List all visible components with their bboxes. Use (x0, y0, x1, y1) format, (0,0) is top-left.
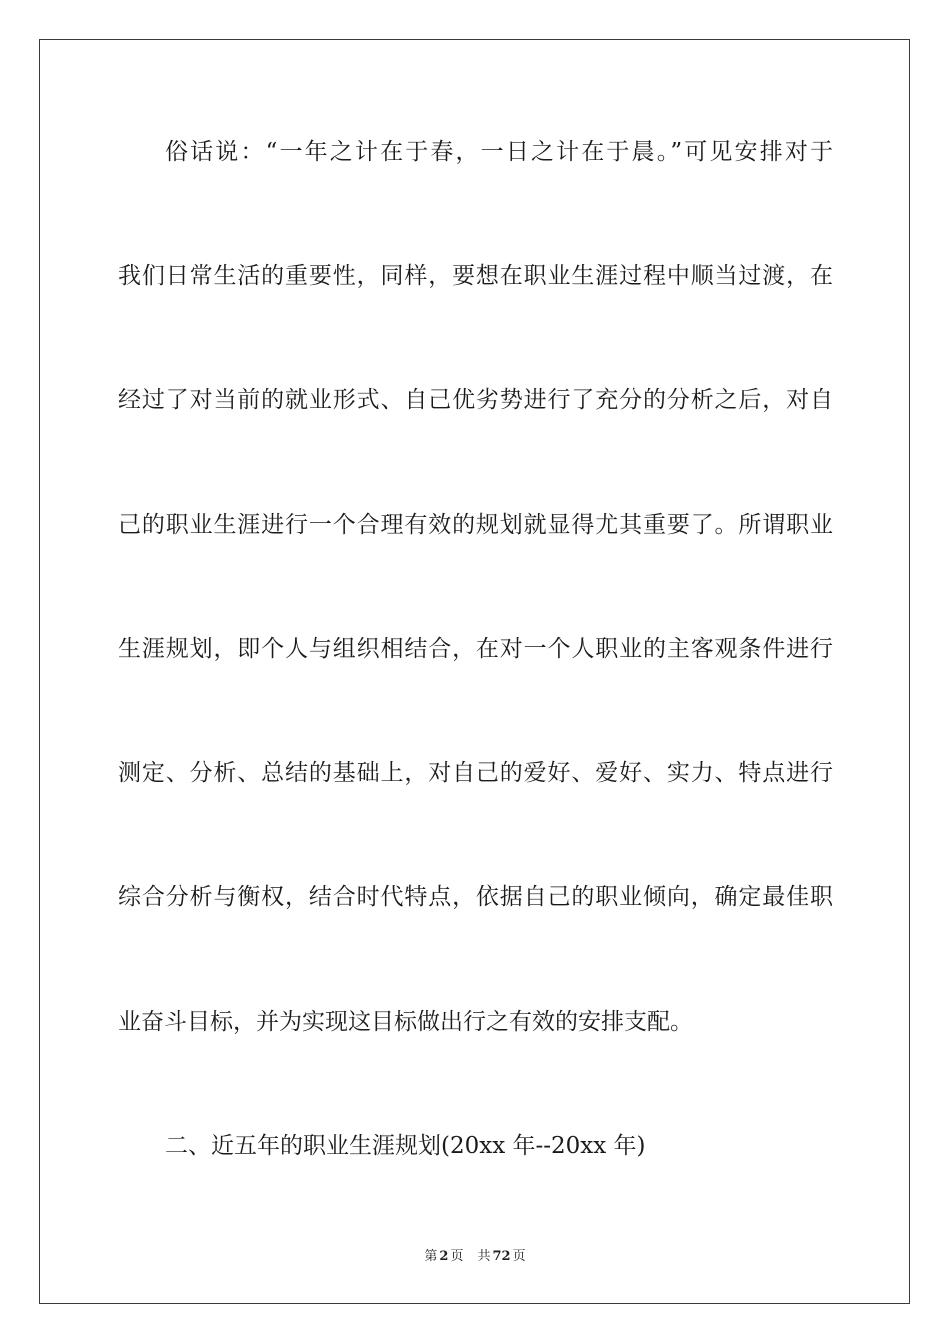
paragraph-line: 俗话说：“一年之计在于春，一日之计在于晨。”可见安排对于 (165, 139, 833, 165)
page-footer (0, 1248, 950, 1266)
footer-page-number: 2 (439, 1249, 449, 1264)
page-border (39, 39, 910, 1304)
paragraph-line: 己的职业生涯进行一个合理有效的规划就显得尤其重要了。所谓职业 (118, 512, 833, 538)
paragraph-line: 测定、分析、总结的基础上，对自己的爱好、爱好、实力、特点进行 (118, 760, 833, 786)
footer-page-prefix: 第 (424, 1249, 438, 1264)
footer-total-suffix: 页 (512, 1249, 526, 1264)
section-heading: 二、近五年的职业生涯规划(20xx 年--20xx 年) (165, 1133, 646, 1159)
paragraph-line: 我们日常生活的重要性，同样，要想在职业生涯过程中顺当过渡，在 (118, 263, 833, 289)
paragraph-line: 综合分析与衡权，结合时代特点，依据自己的职业倾向，确定最佳职 (118, 884, 833, 910)
paragraph-line: 生涯规划，即个人与组织相结合，在对一个人职业的主客观条件进行 (118, 636, 833, 662)
footer-total-pages: 72 (492, 1249, 511, 1264)
footer-page-suffix: 页 (450, 1249, 464, 1264)
paragraph-line: 经过了对当前的就业形式、自己优劣势进行了充分的分析之后，对自 (118, 387, 833, 413)
footer-total-prefix: 共 (477, 1249, 491, 1264)
paragraph-line: 业奋斗目标，并为实现这目标做出行之有效的安排支配。 (118, 1009, 693, 1035)
